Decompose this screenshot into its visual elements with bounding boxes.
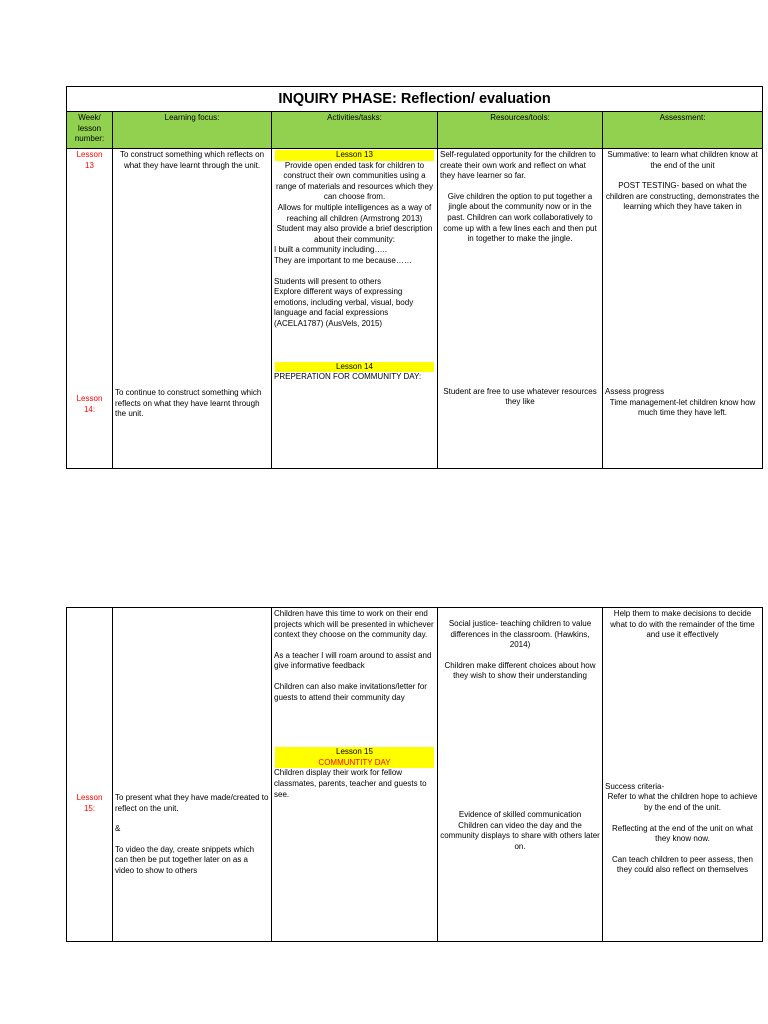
week-cell [67,149,113,469]
header-row [67,112,763,149]
continuation-activities-3: Children can also make invitations/letter for guests to attend their community day [274,681,427,702]
resources-cell [438,149,603,469]
learning-focus-cell-2 [113,608,272,942]
lesson-14-heading: Lesson 14 [275,362,434,373]
header-week-label: Week/ lesson number: [74,113,105,144]
lesson-plan-table-1 [66,86,763,469]
lesson-15-focus-1: To present what they have made/created to reflect on the unit. [115,793,269,813]
lesson-13-activities-examples: I built a community including….. They are important to me because…… [274,245,412,265]
continuation-resources-2: Children make different choices about how they wish to show their understanding [444,660,596,681]
header-week [67,112,113,149]
assessment-cell-2 [603,608,763,942]
lesson-15-resources: Evidence of skilled communication Children can video the day and the community displays to share with others later on. [440,809,600,851]
lesson-13-activities-present: Students will present to others Explore different ways of expressing emotions, including verbal, visual, body language and facial expressions (ACELA1787) (AusVels, 2015) [274,276,414,328]
lesson-15-label: Lesson 15: [76,793,103,813]
table-row-lesson-15 [67,608,763,942]
header-assessment: Assessment: [603,112,763,149]
lesson-15-heading: Lesson 15 [275,747,434,758]
resources-cell-2 [438,608,603,942]
header-resources: Resources/tools: [438,112,603,149]
lesson-plan-table-2 [66,607,763,942]
lesson-13-heading: Lesson 13 [275,150,434,161]
lesson-15-subheading: COMMUNTITY DAY [275,758,434,769]
lesson-15-focus-amp: & [115,824,121,834]
lesson-15-assessment-3: Reflecting at the end of the unit on what they know now. [612,823,753,844]
continuation-activities-1: Children have this time to work on their end projects which will be presented in whichever context they choose on the community day. [274,609,434,640]
lesson-15-assessment-4: Can teach children to peer assess, then they could also reflect on themselves [612,854,753,875]
lesson-14-resources: Student are free to use whatever resources they like [443,386,597,407]
header-activities: Activities/tasks: [272,112,438,149]
continuation-resources-1: Social justice- teaching children to value differences in the classroom. (Hawkins, 2014) [448,619,592,650]
activities-cell-2 [272,608,438,942]
activities-cell [272,149,438,469]
continuation-activities-2: As a teacher I will roam around to assist and give informative feedback [274,650,432,671]
lesson-14-assessment-2: Time management-let children know how much time they have left. [609,397,756,418]
lesson-15-assessment-2: Refer to what the children hope to achieve by the end of the unit. [607,792,758,812]
table-title: INQUIRY PHASE: Reflection/ evaluation [67,87,763,112]
lesson-13-assessment-1: Summative: to learn what children know at the end of the unit [607,150,758,170]
assessment-cell [603,149,763,469]
week-cell-2 [67,608,113,942]
lesson-14-focus: To continue to construct something which reflects on what they have learnt through the unit. [115,388,262,419]
title-row [67,87,763,112]
header-learning-focus: Learning focus: [113,112,272,149]
lesson-13-resources-2: Give children the option to put together a jingle about the community now or in the past. Children can work collaboratively to come up with a few lines each and then put in together to make the jingle. [443,191,597,244]
table-row-lessons-13-14 [67,149,763,469]
learning-focus-cell [113,149,272,469]
lesson-14-label: Lesson 14: [76,394,103,414]
lesson-13-activities: Provide open ended task for children to construct their own communities using a range of materials and resources which they can choose from. Allows for multiple intelligences as a way of reaching all children (Armstrong 2013) Student may also provide a brief description about their community: [276,160,433,244]
lesson-14-assessment-1: Assess progress [605,386,665,396]
lesson-13-label: Lesson 13 [76,150,103,170]
lesson-15-focus-2: To video the day, create snippets which can then be put together later on as a video to show to others [115,844,255,875]
lesson-13-assessment-2: POST TESTING- based on what the children are constructing, demonstrates the learning which they have taken in [605,181,760,212]
lesson-13-focus: To construct something which reflects on what they have learnt through the unit. [119,150,265,170]
lesson-15-activities: Children display their work for fellow classmates, parents, teacher and guests to see. [274,768,427,799]
lesson-14-activities: PREPERATION FOR COMMUNITY DAY: [274,372,422,382]
continuation-assessment: Help them to make decisions to decide what to do with the remainder of the time and use it effectively [610,609,755,640]
lesson-13-resources-1: Self-regulated opportunity for the children to create their own work and reflect on what they have learner so far. [440,150,596,181]
lesson-15-assessment-1: Success criteria- [605,781,665,791]
